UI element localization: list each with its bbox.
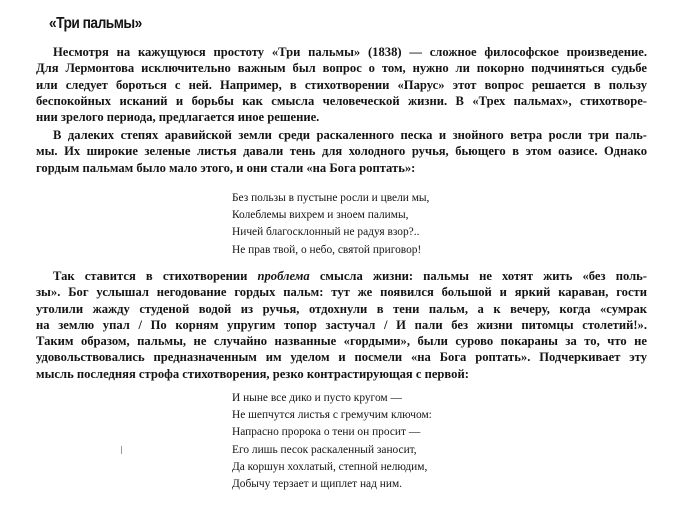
section-heading: «Три пальмы» [49, 15, 142, 32]
paragraph-line: гордым пальмам было мало этого, и они стали «на Бога роптать»: [36, 160, 416, 175]
paragraph-line: Таким образом, пальмы, не случайно названные «гордыми», были сурово покараны за то, что не [36, 334, 647, 349]
poem-line: Напрасно пророка о тени он просит — [232, 426, 421, 439]
poem-line: Без пользы в пустыне росли и цвели мы, [232, 192, 430, 204]
poem-line: Ничей благосклонный не радуя взор?.. [232, 226, 420, 239]
paragraph-line: мысль последняя строфа стихотворения, резко контрастирующая с первой: [36, 366, 469, 381]
paragraph-line: удовольствовались предназначенным им уделом и посмели «на Бога роптать». Подчеркивает эту [36, 350, 647, 365]
poem-line: И ныне все дико и пусто кругом — [232, 392, 402, 404]
poem-line: Его лишь песок раскаленный заносит, [232, 443, 417, 456]
paragraph-line: беспокойных исканий и борьбы как смысла человеческой жизни. В «Трех пальмах», стихотворе- [36, 93, 647, 108]
poem-line: Добычу терзает и щиплет над ним. [232, 477, 403, 490]
poem-line: Да коршун хохлатый, степной нелюдим, [232, 460, 428, 473]
scan-mark [121, 446, 122, 454]
paragraph-line: на землю упал / По корням упругим топор застучал / И пали без жизни питомцы столетий!». [36, 317, 647, 332]
paragraph-line: мы. Их широкие зеленые листья давали тень для холодного ручья, бьющего в этом оазисе. Однако [36, 144, 647, 159]
paragraph-line: нии зрелого периода, предлагается иное решение. [36, 110, 320, 125]
emphasis-word: проблема [257, 269, 310, 283]
paragraph-line: В далеких степях аравийской земли среди раскаленного песка и знойного ветра росли три паль- [53, 128, 647, 142]
paragraph-line: утолили жажду студеной водой из ручья, отдохнули в тени пальм, а к вечеру, когда «сумрак [36, 301, 647, 316]
paragraph-line: или следует бороться с ней. Например, в стихотворении «Парус» этот вопрос решается в пользу [36, 77, 647, 92]
paragraph-intro [36, 44, 647, 125]
paragraph-line [36, 268, 647, 284]
poem-line: Колеблемы вихрем и зноем палимы, [232, 209, 409, 222]
poem-quote-first [232, 190, 429, 259]
paragraph-analysis [36, 268, 647, 382]
poem-line: Не шепчутся листья с гремучим ключом: [232, 409, 432, 422]
paragraph-line: Для Лермонтова исключительно важным был вопрос о том, нужно ли покорно подчиняться судьбе [36, 61, 647, 76]
paragraph-line: Несмотря на кажущуюся простоту «Три пальмы» (1838) — сложное философское произведение. [53, 45, 647, 59]
text-run: смысла жизни: пальмы не хотят жить «без поль- [309, 269, 647, 283]
poem-line: Не прав твой, о небо, святой приговор! [232, 243, 422, 256]
poem-quote-last [232, 390, 432, 493]
paragraph-line: зы». Бог услышал негодование гордых пальм: тут же появился большой и яркий караван, гости [36, 285, 647, 300]
text-run: Так ставится в стихотворении [53, 269, 258, 283]
paragraph-story [36, 127, 647, 176]
